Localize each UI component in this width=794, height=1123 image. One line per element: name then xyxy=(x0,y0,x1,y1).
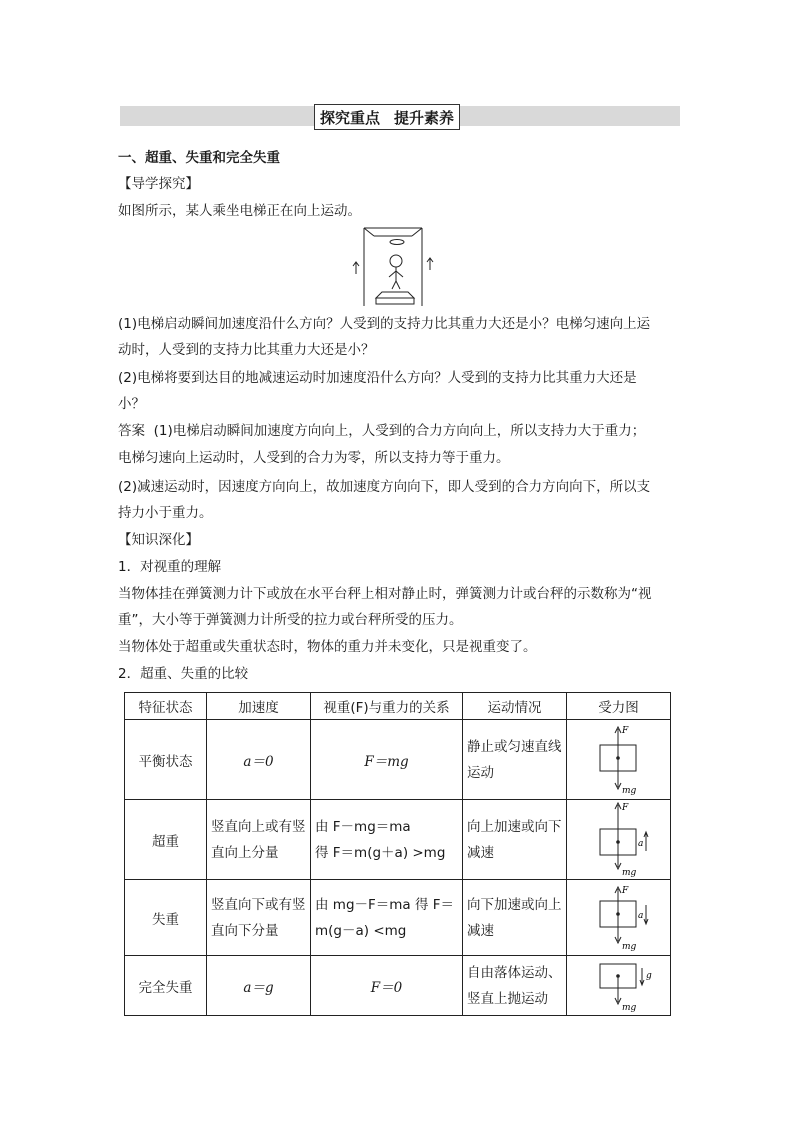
answer-2-line2: 持力小于重力。 xyxy=(118,505,213,521)
cell-force-diagram xyxy=(567,720,671,800)
comparison-table xyxy=(124,692,671,1016)
cell-state: 平衡状态 xyxy=(125,720,207,800)
label-mg: mg xyxy=(621,1002,636,1013)
force-diagram-weightless xyxy=(574,883,664,953)
cell-relation xyxy=(311,800,463,880)
question-2-line2: 小？ xyxy=(118,396,145,412)
cell-motion: 向上加速或向下减速 xyxy=(463,800,567,880)
cell-motion: 向下加速或向上减速 xyxy=(463,880,567,956)
point-1-line1: 当物体挂在弹簧测力计下或放在水平台秤上相对静止时，弹簧测力计或台秤的示数称为“视 xyxy=(118,586,652,602)
banner-part1: 探究重点 xyxy=(320,108,381,127)
header-state: 特征状态 xyxy=(125,693,207,720)
label-a: a xyxy=(637,910,643,921)
answer-label: 答案 xyxy=(118,423,145,439)
header-relation: 视重(F)与重力的关系 xyxy=(311,693,463,720)
cell-state: 超重 xyxy=(125,800,207,880)
cell-state: 完全失重 xyxy=(125,956,207,1016)
table-row xyxy=(125,956,671,1016)
relation-line2: 得 F＝m(g＋a) >mg xyxy=(315,844,446,861)
cell-motion: 自由落体运动、竖直上抛运动 xyxy=(463,956,567,1016)
guide-heading: 【导学探究】 xyxy=(118,176,199,192)
header-acceleration: 加速度 xyxy=(207,693,311,720)
cell-force-diagram xyxy=(567,800,671,880)
table-row xyxy=(125,800,671,880)
cell-force-diagram xyxy=(567,880,671,956)
point-1-line3: 当物体处于超重或失重状态时，物体的重力并未变化，只是视重变了。 xyxy=(118,639,537,655)
force-diagram-balance xyxy=(574,723,664,797)
point-1-title: 1．对视重的理解 xyxy=(118,559,222,575)
header-motion: 运动情况 xyxy=(463,693,567,720)
answer-1-line1 xyxy=(118,421,645,441)
cell-relation xyxy=(311,880,463,956)
label-g: g xyxy=(645,970,652,981)
question-1-line2: 动时，人受到的支持力比其重力大还是小？ xyxy=(118,342,375,358)
table-row xyxy=(125,880,671,956)
relation-line2: m(g－a) <mg xyxy=(315,922,407,939)
cell-acceleration: a＝0 xyxy=(207,720,311,800)
label-a: a xyxy=(637,838,643,849)
force-diagram-overweight xyxy=(574,801,664,879)
answer-1-line2: 电梯匀速向上运动时，人受到的合力为零，所以支持力等于重力。 xyxy=(118,450,510,466)
answer-2-line1: (2)减速运动时，因速度方向向上，故加速度方向向下，即人受到的合力方向向下，所以支 xyxy=(118,479,651,495)
label-mg: mg xyxy=(621,867,636,878)
question-2-line1: (2)电梯将要到达目的地减速运动时加速度沿什么方向？人受到的支持力比其重力大还是 xyxy=(118,370,637,386)
cell-relation: F＝mg xyxy=(311,720,463,800)
question-1-line1: (1)电梯启动瞬间加速度沿什么方向？人受到的支持力比其重力大还是小？电梯匀速向上运 xyxy=(118,316,651,332)
cell-acceleration: a＝g xyxy=(207,956,311,1016)
cell-acceleration: 竖直向上或有竖直向上分量 xyxy=(207,800,311,880)
section-title: 一、超重、失重和完全失重 xyxy=(118,150,280,166)
label-F: F xyxy=(621,725,628,736)
relation-line1: 由 F－mg＝ma xyxy=(315,818,411,835)
cell-force-diagram xyxy=(567,956,671,1016)
table-row xyxy=(125,720,671,800)
table-header-row xyxy=(125,693,671,720)
relation-line1: 由 mg－F＝ma 得 F＝ xyxy=(315,896,455,913)
cell-relation: F＝0 xyxy=(311,956,463,1016)
banner-part2: 提升素养 xyxy=(394,108,455,127)
header-force-diagram: 受力图 xyxy=(567,693,671,720)
cell-acceleration: 竖直向下或有竖直向下分量 xyxy=(207,880,311,956)
section-banner xyxy=(314,104,460,130)
label-F: F xyxy=(621,885,628,896)
label-mg: mg xyxy=(621,941,636,952)
label-mg: mg xyxy=(621,785,636,796)
cell-motion: 静止或匀速直线运动 xyxy=(463,720,567,800)
answer-1-text: (1)电梯启动瞬间加速度方向向上，人受到的合力方向向上，所以支持力大于重力； xyxy=(153,423,646,439)
knowledge-heading: 【知识深化】 xyxy=(118,532,199,548)
elevator-figure xyxy=(352,226,436,308)
point-2-title: 2．超重、失重的比较 xyxy=(118,666,249,682)
point-1-line2: 重”，大小等于弹簧测力计所受的拉力或台秤所受的压力。 xyxy=(118,612,463,628)
intro-text: 如图所示，某人乘坐电梯正在向上运动。 xyxy=(118,203,361,219)
cell-state: 失重 xyxy=(125,880,207,956)
label-F: F xyxy=(621,802,628,813)
force-diagram-complete-weightless xyxy=(574,958,664,1014)
